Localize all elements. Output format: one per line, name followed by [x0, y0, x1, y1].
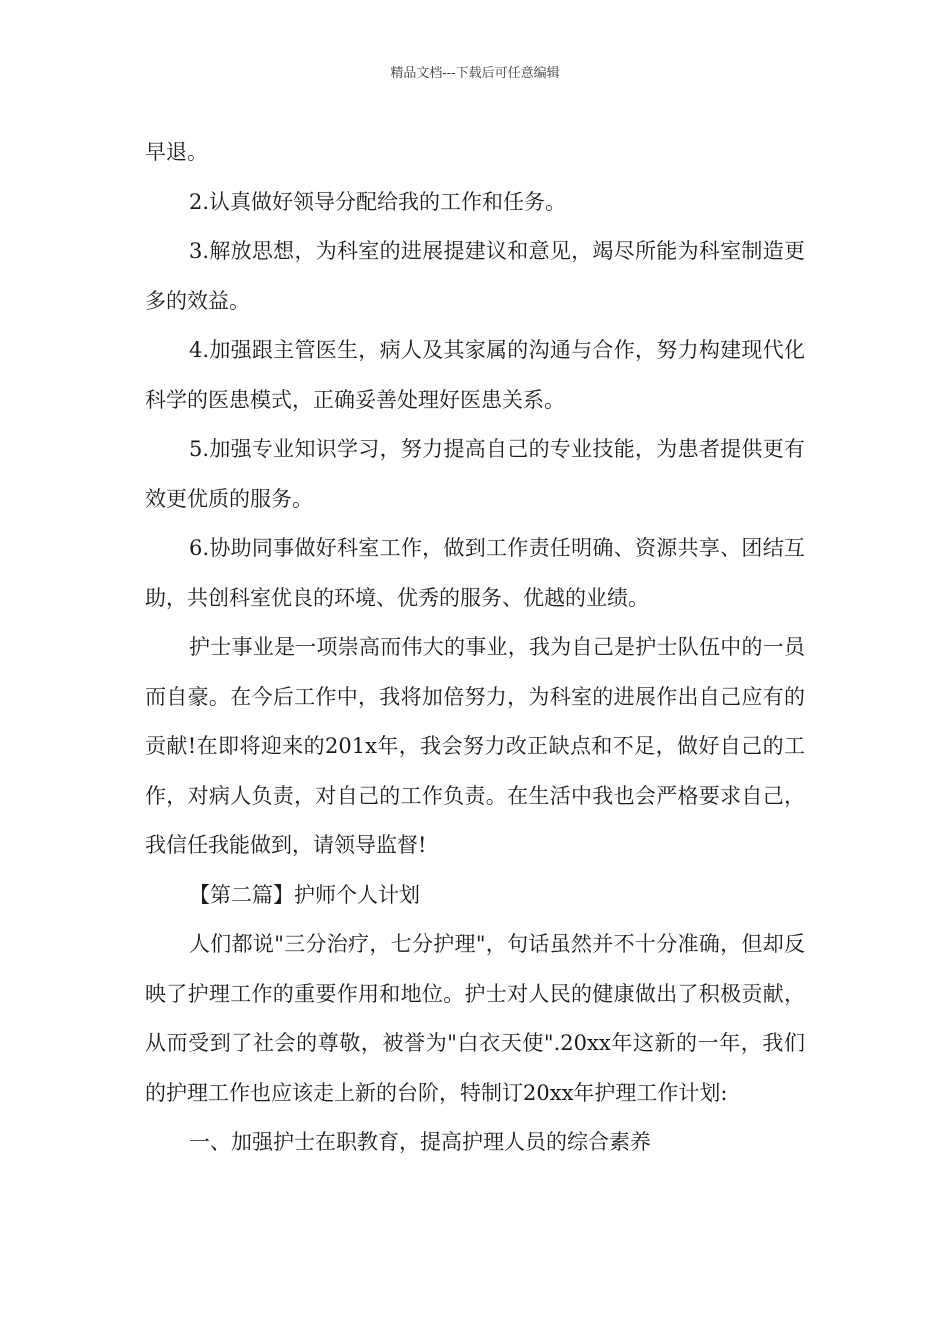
list-item-4: 4.加强跟主管医生，病人及其家属的沟通与合作，努力构建现代化科学的医患模式，正确妥善处理好医患关系。 [145, 338, 805, 412]
section-title: 【第二篇】护师个人计划 [189, 882, 420, 907]
list-item-3: 3.解放思想，为科室的进展提建议和意见，竭尽所能为科室制造更多的效益。 [145, 239, 805, 313]
list-item-5: 5.加强专业知识学习，努力提高自己的专业技能，为患者提供更有效更优质的服务。 [145, 437, 805, 511]
page-header: 精品文档---下载后可任意编辑 [390, 66, 560, 81]
list-item-2: 2.认真做好领导分配给我的工作和任务。 [189, 189, 567, 214]
document-body [145, 128, 805, 1168]
closing-paragraph: 护士事业是一项崇高而伟大的事业，我为自己是护士队伍中的一员而自豪。在今后工作中，我将加倍努力，为科室的进展作出自己应有的贡献!在即将迎来的201x年，我会努力改正缺点和不足，做好自己的工作，对病人负责，对自己的工作负责。在生活中我也会严格要求自己，我信任我能做到，请领导监督! [145, 635, 805, 857]
intro-paragraph: 人们都说"三分治疗，七分护理"，句话虽然并不十分准确，但却反映了护理工作的重要作用和地位。护士对人民的健康做出了积极贡献，从而受到了社会的尊敬，被誉为"白衣天使".20xx年这新的一年，我们的护理工作也应该走上新的台阶，特制订20xx年护理工作计划: [145, 932, 805, 1105]
section-heading-1: 一、加强护士在职教育，提高护理人员的综合素养 [189, 1130, 651, 1154]
paragraph-continuation: 早退。 [145, 140, 208, 164]
list-item-6: 6.协助同事做好科室工作，做到工作责任明确、资源共享、团结互助，共创科室优良的环境、优秀的服务、优越的业绩。 [145, 536, 805, 610]
